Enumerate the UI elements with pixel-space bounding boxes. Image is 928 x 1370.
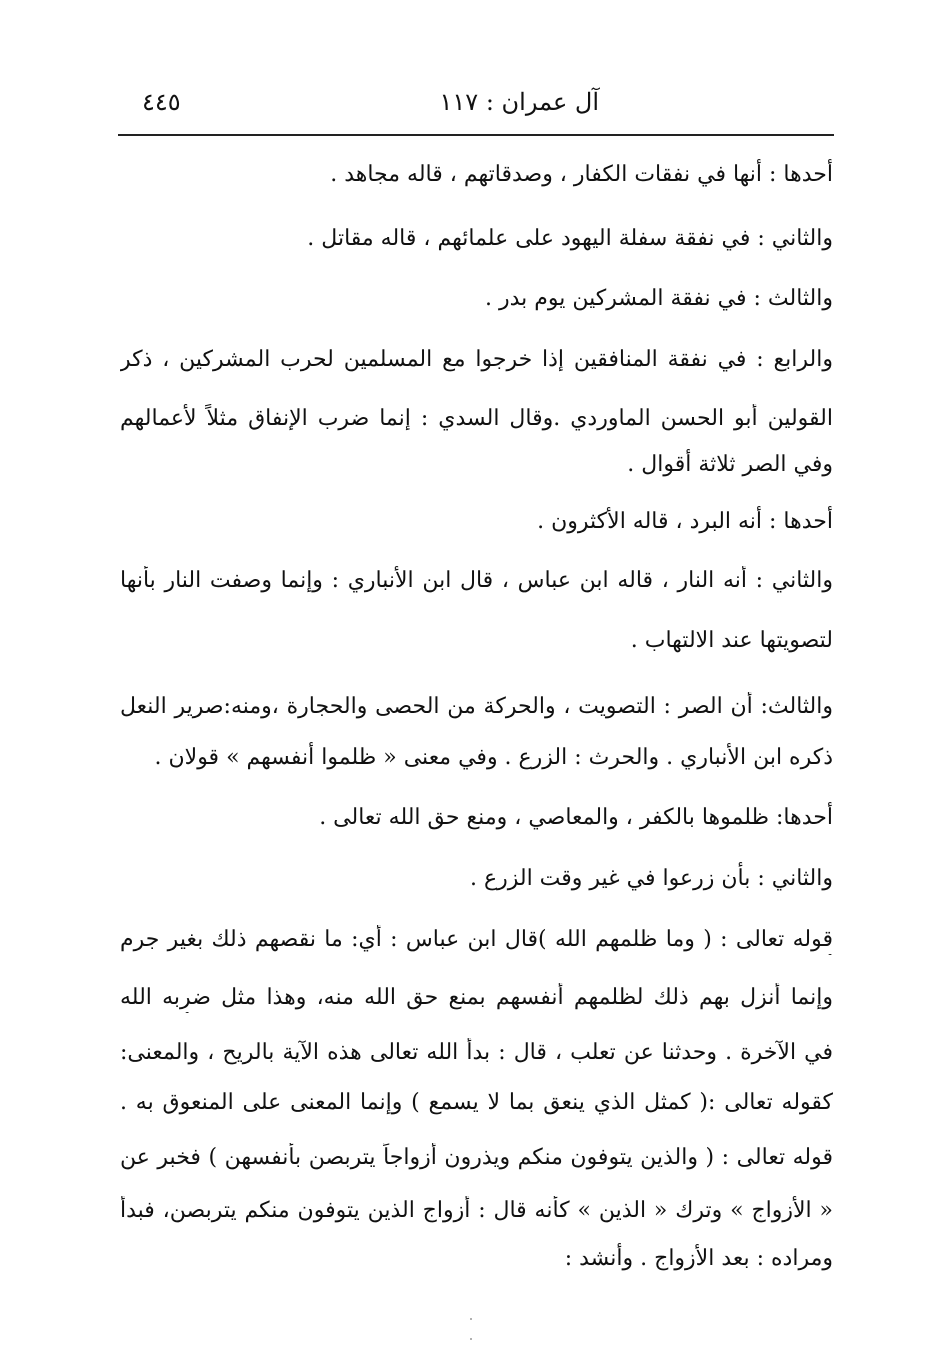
text-line: كقوله تعالى :( كمثل الذي ينعق بما لا يسمع ) وإنما المعنى على المنعوق به .: [120, 1090, 833, 1115]
text-line: وإنما أنزل بهم ذلك لظلمهم أنفسهم بمنع حق الله منه، وهذا مثل ضربه الله: [120, 985, 833, 1010]
scan-speck: [470, 1318, 472, 1320]
running-title: آل عمران : ١١٧: [439, 88, 599, 116]
text-line: والثالث: أن الصر : التصويت ، والحركة من الحصى والحجارة ،ومنه:صرير النعل: [120, 694, 833, 719]
text-line: القولين أبو الحسن الماوردي .وقال السدي : إنما ضرب الإنفاق مثلاً لأعمالهم: [120, 406, 833, 431]
page-header: [118, 88, 834, 134]
text-line: والثاني : بأن زرعوا في غير وقت الزرع .: [469, 866, 833, 891]
text-line: والثاني : في نفقة سفلة اليهود على علمائهم ، قاله مقاتل .: [307, 226, 833, 251]
scan-speck: [470, 1338, 472, 1340]
text-line: ذكره ابن الأنباري . والحرث : الزرع . وفي معنى « ظلموا أنفسهم » قولان .: [154, 745, 833, 770]
text-line: لتصويتها عند الالتهاب .: [630, 628, 833, 653]
header-rule: [118, 134, 834, 136]
text-line: أحدها : أنه البرد ، قاله الأكثرون .: [537, 509, 833, 534]
text-line: قوله تعالى : ( وما ظلمهم الله )قال ابن عباس : أي: ما نقصهم ذلك بغير جرم: [120, 927, 833, 952]
text-line: وفي الصر ثلاثة أقوال .: [627, 452, 833, 477]
text-line: أحدها : أنها في نفقات الكفار ، وصدقاتهم ، قاله مجاهد .: [330, 162, 833, 187]
page-number: ٤٤٥: [142, 88, 181, 116]
text-line: والرابع : في نفقة المنافقين إذا خرجوا مع المسلمين لحرب المشركين ، ذكر: [120, 347, 833, 372]
text-line: ومراده : بعد الأزواج . وأنشد :: [564, 1246, 833, 1271]
text-line: قوله تعالى : ( والذين يتوفون منكم ويذرون أزواجاً يتربصن بأنفسهن ) فخبر عن: [120, 1145, 833, 1170]
text-line: في الآخرة . وحدثنا عن تعلب ، قال : بدأ الله تعالى هذه الآية بالريح ، والمعنى:: [120, 1040, 833, 1065]
text-line: أحدها: ظلموها بالكفر ، والمعاصي ، ومنع حق الله تعالى .: [319, 805, 833, 830]
text-line: والثالث : في نفقة المشركين يوم بدر .: [484, 286, 833, 311]
text-line: « الأزواج » وترك « الذين » كأنه قال : أزواج الذين يتوفون منكم يتربصن، فبدأ: [120, 1198, 833, 1223]
text-line: والثاني : أنه النار ، قاله ابن عباس ، قال ابن الأنباري : وإنما وصفت النار بأنها: [120, 568, 833, 593]
